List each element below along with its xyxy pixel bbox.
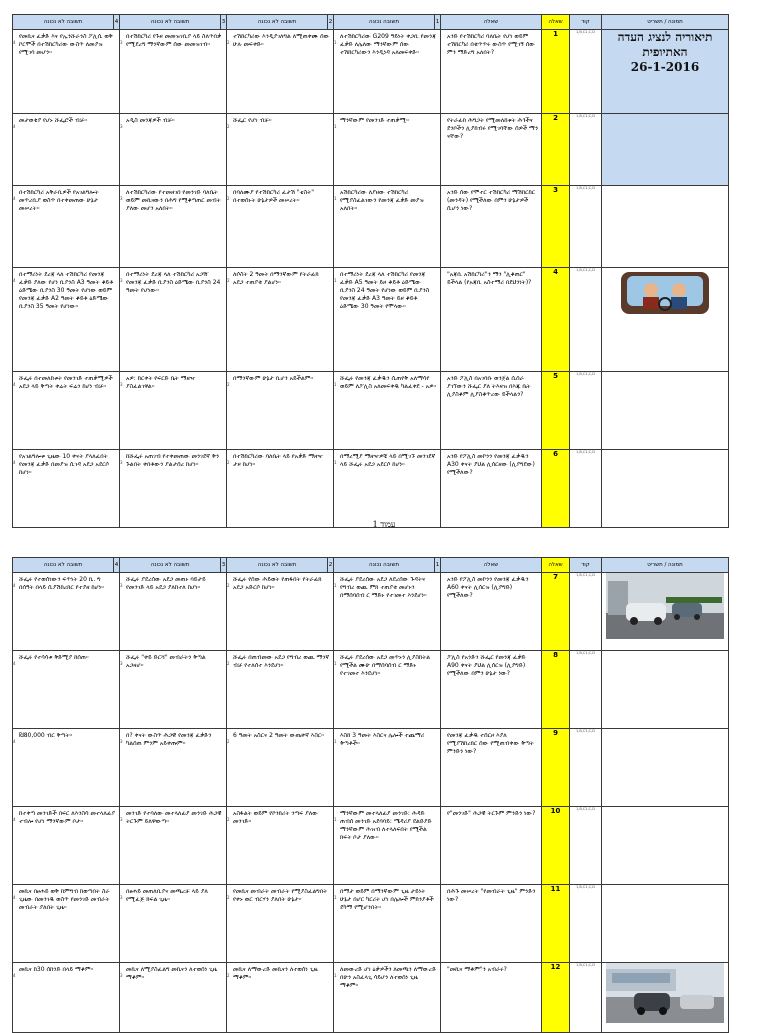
answer-text: ሹፌሩ በጠብመው አደጋ የግብረ ወጪ ማንኛ ብቻ የተለሰተ እንደሆነ። <box>233 654 330 670</box>
question-cell <box>441 729 542 807</box>
question-text: አንድ ፖሊስ በአገባቡ ወንጀል ሲሰራ ያገኘውን ሹፌር ያለ ትእዛዝ በእጁ ቤት ሊያስቆም ሊያስቆጥረው ይችላልን? <box>447 375 531 399</box>
code-cell: 1,B,C1,C,D <box>570 885 602 963</box>
question-number: 11 <box>542 885 570 963</box>
question-number: 2 <box>542 114 570 186</box>
questions-table-page-1 <box>12 14 729 528</box>
header-wrong-answer: תשובה לא נכונה <box>227 558 328 573</box>
wrong-answer-cell: 2 6 ዓመት አስርና 2 ዓመት ውጤቀኛ እስር። <box>227 729 334 807</box>
questions-table-page-2 <box>12 557 729 1033</box>
code-cell: 1,B,C1,C,D <box>570 807 602 885</box>
wrong-answer-cell: 4 ከተቀጣ መንገድች በፍር ለእንስሳ መተላለፊያ ተብሎ የሆነ ማንኛውም ቦታ። <box>13 807 120 885</box>
code-cell: 1,B,C1,C,D <box>570 651 602 729</box>
image-cell <box>602 651 729 729</box>
page-number: עמוד 1 <box>372 520 396 529</box>
question-text: የትራፊክ ሕግጋት የሚመለከቱት ሕጎችና ደንቦችን ሊያከብሩ የሚገባቸው ሰዎች ማን ናቸው? <box>447 117 538 141</box>
answer-text: ሹፌሩ ያደረሰው አደጋ ለደረሰው ጉዳትና የግብረ ወጪ ምክ ተጠያቂ መሆኑን በማሰባሰብ ር ማድኑ የተገመተ እንደሆነ። <box>340 576 427 600</box>
wrong-answer-cell: 2 ሹፌሩ የሰው ሕይወት የጠፋበት የትራፊክ አደጋ አድርሶ ከሆነ። <box>227 573 334 651</box>
table-row <box>13 450 729 528</box>
answer-text: ሹፌሩ "ቀይ ድርሻ" መብራትን ቅጣል አጋዛሆ። <box>126 654 206 670</box>
header-num: 1 <box>435 558 441 573</box>
question-cell <box>441 114 542 186</box>
table-row <box>13 963 729 1033</box>
answer-text: ሹፌሩ የመንጃ ፈቃዱን ሲጠየቅ አለማሳየ ወይም ለፖሊስ አለመፍቀዱ ካልፈቀደ - አዎ። <box>340 375 437 391</box>
wrong-answer-cell: 3 ሹፌሩ ያደረሰው አደጋ መጠኑ ባይታይ የመንገድ ላይ አደጋ ያለከተለ ከሆነ። <box>120 573 227 651</box>
answer-text: መንገድ የተባለው መተላለፊያ መንገድ ሕጋዊ ትርጉም ይለዋውጣ። <box>126 810 222 826</box>
correct-answer-cell: 1 በማረሚያ ማዘዣዎቹ ላይ በሚገኙ መንገደኛ ላይ ሹፌሩ አደጋ አደርሶ ከሆነ። <box>334 450 441 528</box>
answer-text: በተማሪነት ደረጃ ላለ ተሽከርካሪ አጋዥ የመንጃ ፈቃድ ቢያንስ ዕድሜው ቢያንስ 24 ዓመት የሆነው። <box>126 271 221 295</box>
correct-answer-cell: 1 አሽከርካሪው ለያዘው ተሽከርካሪ የሚያስፈልገውን የመንጃ ፈቃድ መያዝ አለበት። <box>334 186 441 268</box>
table-row <box>13 573 729 651</box>
wrong-answer-cell: 2 የመኪና መብራት መብራት የሚያስፈልግበት የቀኑ ወር ብርሃን ያለበት ሁኔታ። <box>227 885 334 963</box>
answer-text: መኪና ለሚያስፈልግ መኪናን ለተወሰነ ጊዜ ማቆም። <box>126 966 217 982</box>
answer-text: በባለሙያ የተሽከርካሪ ፈታሽ "ቴስት" በተወሰኑት ሁኔታዎች መሠረት። <box>233 189 314 205</box>
image-cell <box>602 268 729 372</box>
code-cell: 1,B,C1,C,D <box>570 30 602 114</box>
header-num: 4 <box>114 15 120 30</box>
table-row <box>13 186 729 268</box>
question-text: አንድ የፖሊስ መኮንን የመንጃ ፈቃዱን A30 ቀናት ያህል ሊሰርዘው (ሊያግደው) የሚችለው? <box>447 453 535 477</box>
title-line-2: האתיופית <box>642 45 688 59</box>
correct-answer-cell: 1 ማንኛውም መተላለፊያ መንገድ: ሕዳድ ጠብሰ መንገድ አደባባይ: ሜዳሪያ ደልድያድ ማንኛውም ሕዝብ ለተላለፍበት የሚችል ክፍት ቦታ ያለው። <box>334 807 441 885</box>
table-row <box>13 30 729 114</box>
wrong-answer-cell: 4 በተሽከርካሪ አቅራቢዎች የአገልግሎት መጥረቢያ ወስጥ በተቀመጠው ሁኔታ መሠረት። <box>13 186 120 268</box>
answer-text: መኪና ለማውረድ መኪናን ለተወሰነ ጊዜ ማቆም። <box>233 966 318 982</box>
wrong-answer-cell: 2 ለሶስት 2 ዓመት በማንኛውም የትራፊክ አደጋ ተጠያቂ ያልሆነ። <box>227 268 334 372</box>
question-number: 10 <box>542 807 570 885</box>
answer-text: መኪና በፀሐይ ወቅ ከምግብ ከወጣበት ስራ ጊዜው በመንገዱ ወስጥ የመንገድ መብራት መብራት ያለበት ጊዜ። <box>19 888 110 912</box>
answer-text: የመኪና መብራት መብራት የሚያስፈልግበት የቀኑ ወር ብርሃን ያለበት ሁኔታ። <box>233 888 328 904</box>
car-instructor-illustration <box>619 268 711 318</box>
answer-text: ለሶስት 2 ዓመት በማንኛውም የትራፊክ አደጋ ተጠያቂ ያልሆነ። <box>233 271 319 287</box>
header-num: 1 <box>435 15 441 30</box>
question-cell <box>441 450 542 528</box>
table-row <box>13 114 729 186</box>
code-cell: 1,B,C1,C,D <box>570 963 602 1033</box>
answer-text: ሹፌሩ የተወሰነውን ፍጥነት 20 ኪ. ግ በሰዓት በላይ ሲያሽከረክር የተያዘ ከሆነ። <box>19 576 104 592</box>
image-cell <box>602 450 729 528</box>
answer-text: የአገልግሎቱ ጊዜው 10 ቀናት ያላለፈበት የመንጃ ፈቃድ በመያዝ ሲገዳ አደጋ አደርሶ ከሆነ። <box>19 453 109 477</box>
answer-text: ሹፌሩ የሰው ሕይወት የጠፋበት የትራፊክ አደጋ አድርሶ ከሆነ። <box>233 576 322 592</box>
wrong-answer-cell: 3 በ? ቀናት ውስጥ ሕጋዊ የመንጃ ፈቃድን ካልሰጠ ምንም አይቀጡም። <box>120 729 227 807</box>
header-num: 3 <box>221 15 227 30</box>
question-number: 12 <box>542 963 570 1033</box>
table-row <box>13 268 729 372</box>
question-number: 5 <box>542 372 570 450</box>
header-code: קוד <box>570 15 602 30</box>
question-text: የመንጃ ፈቃዱ ተሰርዞ እያለ የሚያሽከረክር ሰው የሚጠብቀው ቅጣት ምንድን ነው? <box>447 732 534 756</box>
header-row <box>13 558 729 573</box>
header-num: 4 <box>114 558 120 573</box>
wrong-answer-cell: 2 በማንኛውም ሁኔታ ቢሆን አይችልም። <box>227 372 334 450</box>
wrong-answer-cell: 4 የመኪና ፈቃድ እና የኢንሹራንስ ፖሊሲ ወቅ ኮርሞች በተሽከርካሪው ውስጥ ለመያዝ የሚገባ መሆን። <box>13 30 120 114</box>
question-text: በሕጉ መሠረት "የመብራት ጊዜ" ምንድን ነው? <box>447 888 536 904</box>
answer-text: መኪና ከ30 ሰከንድ በላይ ማቆም። <box>19 966 94 973</box>
wrong-answer-cell: 4 መኪና በፀሐይ ወቅ ከምግብ ከወጣበት ስራ ጊዜው በመንገዱ ወስጥ የመንገድ መብራት መብራት ያለበት ጊዜ። <box>13 885 120 963</box>
wrong-answer-cell: 2 ሹፌሩ በጠብመው አደጋ የግብረ ወጪ ማንኛ ብቻ የተለሰተ እንደሆነ። <box>227 651 334 729</box>
correct-answer-cell: 1 ማንኛውም የመንገድ ተጠቃሚ። <box>334 114 441 186</box>
question-cell <box>441 885 542 963</box>
answer-text: በማንኛውም ሁኔታ ቢሆን አይችልም። <box>233 375 314 382</box>
answer-text: በማታ ወይም በማንኛውም ጊዜ ታይነት ሁኔታ በሆር ካርሪት ሆነ በሌሎች ምክንያቶች ደካማ የሚሆንበት። <box>340 888 434 912</box>
header-question-number: שאלה <box>542 558 570 573</box>
wrong-answer-cell: 3 መኪና ለሚያስፈልግ መኪናን ለተወሰነ ጊዜ ማቆም። <box>120 963 227 1033</box>
header-correct-answer: תשובה נכונה <box>334 558 435 573</box>
question-number: 8 <box>542 651 570 729</box>
answer-text: ሹፌሩ በተመለከቱት የመንገድ ተጠቃሚዎች አደጋ ላይ ቅጣት ቀሬት ፍሬን ከሆነ ብቻ። <box>19 375 113 391</box>
header-wrong-answer: תשובה לא נכונה <box>120 15 221 30</box>
code-cell: 1,B,C1,C,D <box>570 372 602 450</box>
question-number: 7 <box>542 573 570 651</box>
answer-text: ለተሽከርካሪው የተመዘገበ የመንገድ ባለቤት ወይም መኪናውን በሕግ የሚቆጣጠር መብት ያለው መሆን አለበት። <box>126 189 221 213</box>
question-number: 6 <box>542 450 570 528</box>
answer-text: በተሽከርካሪ የጉዞ መመዝገቢያ ላይ ስለጥበቃ የሚደረግ ማንኛውም ሰው መመዝገብ። <box>126 33 222 49</box>
header-wrong-answer: תשובה לא נכונה <box>120 558 221 573</box>
header-row <box>13 15 729 30</box>
image-cell <box>602 729 729 807</box>
table-row <box>13 807 729 885</box>
question-cell <box>441 30 542 114</box>
wrong-answer-cell: 2 አስፋልት ወይም የኮንክሪት ንጣፍ ያለው መንገድ። <box>227 807 334 885</box>
header-correct-answer: תשובה נכונה <box>334 15 435 30</box>
answer-text: ሹፌሩ ያደረሰው አደጋ መጥኑን ሊያስከትል የሚችል ሙሁ በማሰባሰብ ር ማድኑ የተገመተ እንደሆነ። <box>340 654 431 678</box>
question-number: 9 <box>542 729 570 807</box>
image-cell <box>602 186 729 268</box>
header-num: 2 <box>328 558 334 573</box>
wrong-answer-cell: 3 አዎ: ከርቀት የፍርድ ቤት ማዘዣ ያስፈልገዋል። <box>120 372 227 450</box>
title-line-1: תיאוריה לנציג העדה <box>617 30 713 44</box>
header-question: שאלה <box>441 15 542 30</box>
correct-answer-cell: 1 ለመውረድ ሆነ ዕቃዎችን ለመጫን ለማውረድ በሁን አስፈላጊ ሳይሆን ለተወሰነ ጊዜ ማቆም። <box>334 963 441 1033</box>
table-row <box>13 372 729 450</box>
wrong-answer-cell: 4 መኪና ከ30 ሰከንድ በላይ ማቆም። <box>13 963 120 1033</box>
correct-answer-cell: 1 ሹፌሩ ያደረሰው አደጋ ለደረሰው ጉዳትና የግብረ ወጪ ምክ ተጠያቂ መሆኑን በማሰባሰብ ር ማድኑ የተገመተ እንደሆነ። <box>334 573 441 651</box>
image-cell <box>602 573 729 651</box>
correct-answer-cell: 1 ሹፌሩ የመንጃ ፈቃዱን ሲጠየቅ አለማሳየ ወይም ለፖሊስ አለመፍቀዱ ካልፈቀደ - አዎ። <box>334 372 441 450</box>
header-image: תמונה / תשריט <box>602 558 729 573</box>
answer-text: ሹፌሩ የተሳሳቱ ቅድሚያ ከሰጠ። <box>19 654 89 661</box>
code-cell: 1,B,C1,C,D <box>570 114 602 186</box>
answer-text: አዲስ መንጃዎች ብቻ። <box>126 117 175 124</box>
header-num: 3 <box>221 558 227 573</box>
answer-text: ከሹፌሩ አጠገብ የተቀመጠው መንገደኛ ቅን ጉልበት ቀበቶውን ያልታሰረ ከሆነ። <box>126 453 220 469</box>
answer-text: በተማሪነት ደረጃ ላለ ተሽከርካሪ የመንጃ ፈቃድ A5 ዓመት ይዞ ቆይቶ ዕድሜው ቢያንስ 24 ዓመት የሆነው ወይም ቢያንስ የመንጃ ፈቃድ A3 ዓመት ይዞ ቆይቶ ዕድሜው 30 ዓመት የሞላው። <box>340 271 430 311</box>
header-image: תמונה / תשריט <box>602 15 729 30</box>
header-wrong-answer: תשובה לא נכונה <box>13 15 114 30</box>
wrong-answer-cell: 2 በተሽከርካሪው ባለቤት ላይ የአቃድ ማዘዣ ታዞ ከሆነ። <box>227 450 334 528</box>
wrong-answer-cell: 3 ሹፌሩ "ቀይ ድርሻ" መብራትን ቅጣል አጋዛሆ። <box>120 651 227 729</box>
wrong-answer-cell: 4 ₪80,000 ብር ቅጣት። <box>13 729 120 807</box>
wrong-answer-cell: 2 በባለሙያ የተሽከርካሪ ፈታሽ "ቴስት" በተወሰኑት ሁኔታዎች መሠረት። <box>227 186 334 268</box>
wrong-answer-cell: 2 ሹፌር የሆነ ብቻ። <box>227 114 334 186</box>
header-question-number: שאלה <box>542 15 570 30</box>
table-row <box>13 651 729 729</box>
correct-answer-cell: 1 እስከ 3 ዓመት እስርና ሌሎች ተጨማሪ ቅጣቶች። <box>334 729 441 807</box>
answer-text: አዎ: ከርቀት የፍርድ ቤት ማዘዣ ያስፈልገዋል። <box>126 375 196 391</box>
image-cell <box>602 372 729 450</box>
wrong-answer-cell: 2 ተሽከርካሪው እንዲያገለግል ለሚጠቀሙ ሰው ሁሉ መፍቀድ። <box>227 30 334 114</box>
wrong-answer-cell: 3 ከሹፌሩ አጠገብ የተቀመጠው መንገደኛ ቅን ጉልበት ቀበቶውን ያልታሰረ ከሆነ። <box>120 450 227 528</box>
code-cell: 1,B,C1,C,D <box>570 573 602 651</box>
header-wrong-answer: תשובה לא נכונה <box>13 558 114 573</box>
image-cell <box>602 885 729 963</box>
wrong-answer-cell: 4 በተማሪነት ደረጃ ላለ ተሽከርካሪ የመንጃ ፈቃድ ያለው የሆነ ቢያንስ A3 ዓመት ቆይቶ ዕድሜው ቢያንስ 30 ዓመት የሆነው ወይም የመንጃ ፈቃድ A2 ዓመት ቆይቶ ዕድሜው ቢያንስ 35 ዓመት የሆነው። <box>13 268 120 372</box>
question-number: 3 <box>542 186 570 268</box>
code-cell: 1,B,C1,C,D <box>570 729 602 807</box>
answer-text: አሽከርካሪው ለያዘው ተሽከርካሪ የሚያስፈልገውን የመንጃ ፈቃድ መያዝ አለበት። <box>340 189 424 213</box>
wrong-answer-cell: 3 መንገድ የተባለው መተላለፊያ መንገድ ሕጋዊ ትርጉም ይለዋውጣ። <box>120 807 227 885</box>
question-text: የ"መንገድ" ሕጋዊ ትርጉም ምንድን ነው? <box>447 810 536 817</box>
question-cell <box>441 807 542 885</box>
answer-text: በማረሚያ ማዘዣዎቹ ላይ በሚገኙ መንገደኛ ላይ ሹፌሩ አደጋ አደርሶ ከሆነ። <box>340 453 436 469</box>
header-question: שאלה <box>441 558 542 573</box>
table-row <box>13 885 729 963</box>
answer-text: በተማሪነት ደረጃ ላለ ተሽከርካሪ የመንጃ ፈቃድ ያለው የሆነ ቢያንስ A3 ዓመት ቆይቶ ዕድሜው ቢያንስ 30 ዓመት የሆነው ወይም የመንጃ ፈቃድ A2 ዓመት ቆይቶ ዕድሜው ቢያንስ 35 ዓመት የሆነው። <box>19 271 114 311</box>
wrong-answer-cell: 4 ሹፌሩ የተሳሳቱ ቅድሚያ ከሰጠ። <box>13 651 120 729</box>
question-cell <box>441 963 542 1033</box>
code-cell: 1,B,C1,C,D <box>570 186 602 268</box>
answer-text: ተሽከርካሪው እንዲያገለግል ለሚጠቀሙ ሰው ሁሉ መፍቀድ። <box>233 33 330 49</box>
answer-text: በፀሐይ መጠለቢያና መጫረቻ ላይ ያለ የሚፈጅ ክፍል ጊዜ። <box>126 888 208 904</box>
answer-text: ₪80,000 ብር ቅጣት። <box>19 732 73 739</box>
accident-scene-photo <box>606 573 724 639</box>
parking-lot-photo <box>606 963 724 1023</box>
wrong-answer-cell: 4 ሹፌሩ በተመለከቱት የመንገድ ተጠቃሚዎች አደጋ ላይ ቅጣት ቀሬት ፍሬን ከሆነ ብቻ። <box>13 372 120 450</box>
answer-text: በ? ቀናት ውስጥ ሕጋዊ የመንጃ ፈቃድን ካልሰጠ ምንም አይቀጡም። <box>126 732 212 748</box>
question-cell <box>441 268 542 372</box>
answer-text: ለመውረድ ሆነ ዕቃዎችን ለመጫን ለማውረድ በሁን አስፈላጊ ሳይሆን ለተወሰነ ጊዜ ማቆም። <box>340 966 437 990</box>
correct-answer-cell: 1 ለተሽከርካሪው G209 ዓይነት ቀጋቢ የመንጃ ፈቃድ ለሌለው ማንኛውም ሰው ተሽከርካሪውን እንዲነዳ አለመፍቀድ። <box>334 30 441 114</box>
question-text: "መኪና ማቆም"ን አብራሩ? <box>447 966 507 973</box>
answer-text: 6 ዓመት አስርና 2 ዓመት ውጤቀኛ እስር። <box>233 732 324 739</box>
question-number: 1 <box>542 30 570 114</box>
answer-text: በተሽከርካሪ አቅራቢዎች የአገልግሎት መጥረቢያ ወስጥ በተቀመጠው ሁኔታ መሠረት። <box>19 189 99 213</box>
question-text: አንድ የፖሊስ መኮንን የመንጃ ፈቃዱን A60 ቀናት ሊሰርዝ (ሊያግድ) የሚችለው? <box>447 576 529 600</box>
answer-text: ማንኛውም መተላለፊያ መንገድ: ሕዳድ ጠብሰ መንገድ አደባባይ: ሜዳሪያ ደልድያድ ማንኛውም ሕዝብ ለተላለፍበት የሚችል ክፍት ቦታ ያለው። <box>340 810 432 842</box>
table-row <box>13 729 729 807</box>
wrong-answer-cell: 3 በተማሪነት ደረጃ ላለ ተሽከርካሪ አጋዥ የመንጃ ፈቃድ ቢያንስ ዕድሜው ቢያንስ 24 ዓመት የሆነው። <box>120 268 227 372</box>
answer-text: ከተቀጣ መንገድች በፍር ለእንስሳ መተላለፊያ ተብሎ የሆነ ማንኛውም ቦታ። <box>19 810 116 826</box>
question-text: አንድ ሰው የሞተር ተሽከርካሪ ማሽከርከር (መንዳት) የሚችለው በምን ሁኔታዎች ሲሆን ነው? <box>447 189 536 213</box>
header-code: קוד <box>570 558 602 573</box>
image-cell <box>602 807 729 885</box>
wrong-answer-cell: 4 ሹፌሩ የተወሰነውን ፍጥነት 20 ኪ. ግ በሰዓት በላይ ሲያሽከረክር የተያዘ ከሆነ። <box>13 573 120 651</box>
title-cell <box>602 30 729 114</box>
answer-text: በተሽከርካሪው ባለቤት ላይ የአቃድ ማዘዣ ታዞ ከሆነ። <box>233 453 323 469</box>
header-wrong-answer: תשובה לא נכונה <box>227 15 328 30</box>
question-text: "አጃቢ አሽከርካሪ"ን ማን "ሊቆጠር" ይችላል (የአጃቢ አስተማሪ በደህንነት)? <box>447 271 532 287</box>
code-cell: 1,B,C1,C,D <box>570 268 602 372</box>
image-cell <box>602 114 729 186</box>
question-cell <box>441 186 542 268</box>
answer-text: ማንኛውም የመንገድ ተጠቃሚ። <box>340 117 409 124</box>
answer-text: የመኪና ፈቃድ እና የኢንሹራንስ ፖሊሲ ወቅ ኮርሞች በተሽከርካሪው ውስጥ ለመያዝ የሚገባ መሆን። <box>19 33 113 57</box>
question-cell <box>441 573 542 651</box>
question-cell <box>441 372 542 450</box>
wrong-answer-cell: 4 የአገልግሎቱ ጊዜው 10 ቀናት ያላለፈበት የመንጃ ፈቃድ በመያዝ ሲገዳ አደጋ አደርሶ ከሆነ። <box>13 450 120 528</box>
answer-text: ለተሽከርካሪው G209 ዓይነት ቀጋቢ የመንጃ ፈቃድ ለሌለው ማንኛውም ሰው ተሽከርካሪውን እንዲነዳ አለመፍቀድ። <box>340 33 437 57</box>
code-cell: 1,B,C1,C,D <box>570 450 602 528</box>
wrong-answer-cell: 3 በፀሐይ መጠለቢያና መጫረቻ ላይ ያለ የሚፈጅ ክፍል ጊዜ። <box>120 885 227 963</box>
wrong-answer-cell: 3 በተሽከርካሪ የጉዞ መመዝገቢያ ላይ ስለጥበቃ የሚደረግ ማንኛውም ሰው መመዝገብ። <box>120 30 227 114</box>
header-num: 2 <box>328 15 334 30</box>
answer-text: ሹፌሩ ያደረሰው አደጋ መጠኑ ባይታይ የመንገድ ላይ አደጋ ያለከተለ ከሆነ። <box>126 576 206 592</box>
wrong-answer-cell: 3 አዲስ መንጃዎች ብቻ። <box>120 114 227 186</box>
correct-answer-cell: 1 በማታ ወይም በማንኛውም ጊዜ ታይነት ሁኔታ በሆር ካርሪት ሆነ በሌሎች ምክንያቶች ደካማ የሚሆንበት። <box>334 885 441 963</box>
title-date: 26-1-2016 <box>630 60 700 74</box>
wrong-answer-cell: 3 ለተሽከርካሪው የተመዘገበ የመንገድ ባለቤት ወይም መኪናውን በሕግ የሚቆጣጠር መብት ያለው መሆን አለበት። <box>120 186 227 268</box>
image-cell <box>602 963 729 1033</box>
answer-text: መታወቂያ የሆኑ ሹፌሮች ብቻ። <box>19 117 88 124</box>
question-number: 4 <box>542 268 570 372</box>
question-cell <box>441 651 542 729</box>
question-text: አንድ የተሽከርካሪ ባለቤት የሆነ ወይም ተሽከርካሪ በቁጥጥሩ ውስጥ የሚገኝ ሰው ምን ማድረግ አለበት? <box>447 33 535 57</box>
wrong-answer-cell: 2 መኪና ለማውረድ መኪናን ለተወሰነ ጊዜ ማቆም። <box>227 963 334 1033</box>
question-text: ፖሊስ የአንድን ሹፌር የመንጃ ፈቃድ A90 ቀናት ያህል ሊሰርዝ (ሊያግድ) የሚችለው በምን ሁኔታ ነው? <box>447 654 526 678</box>
answer-text: እስከ 3 ዓመት እስርና ሌሎች ተጨማሪ ቅጣቶች። <box>340 732 425 748</box>
correct-answer-cell: 1 በተማሪነት ደረጃ ላለ ተሽከርካሪ የመንጃ ፈቃድ A5 ዓመት ይዞ ቆይቶ ዕድሜው ቢያንስ 24 ዓመት የሆነው ወይም ቢያንስ የመንጃ ፈቃድ A3 ዓመት ይዞ ቆይቶ ዕድሜው 30 ዓመት የሞላው። <box>334 268 441 372</box>
correct-answer-cell: 1 ሹፌሩ ያደረሰው አደጋ መጥኑን ሊያስከትል የሚችል ሙሁ በማሰባሰብ ር ማድኑ የተገመተ እንደሆነ። <box>334 651 441 729</box>
wrong-answer-cell: 4 መታወቂያ የሆኑ ሹፌሮች ብቻ። <box>13 114 120 186</box>
answer-text: ሹፌር የሆነ ብቻ። <box>233 117 272 124</box>
answer-text: አስፋልት ወይም የኮንክሪት ንጣፍ ያለው መንገድ። <box>233 810 319 826</box>
